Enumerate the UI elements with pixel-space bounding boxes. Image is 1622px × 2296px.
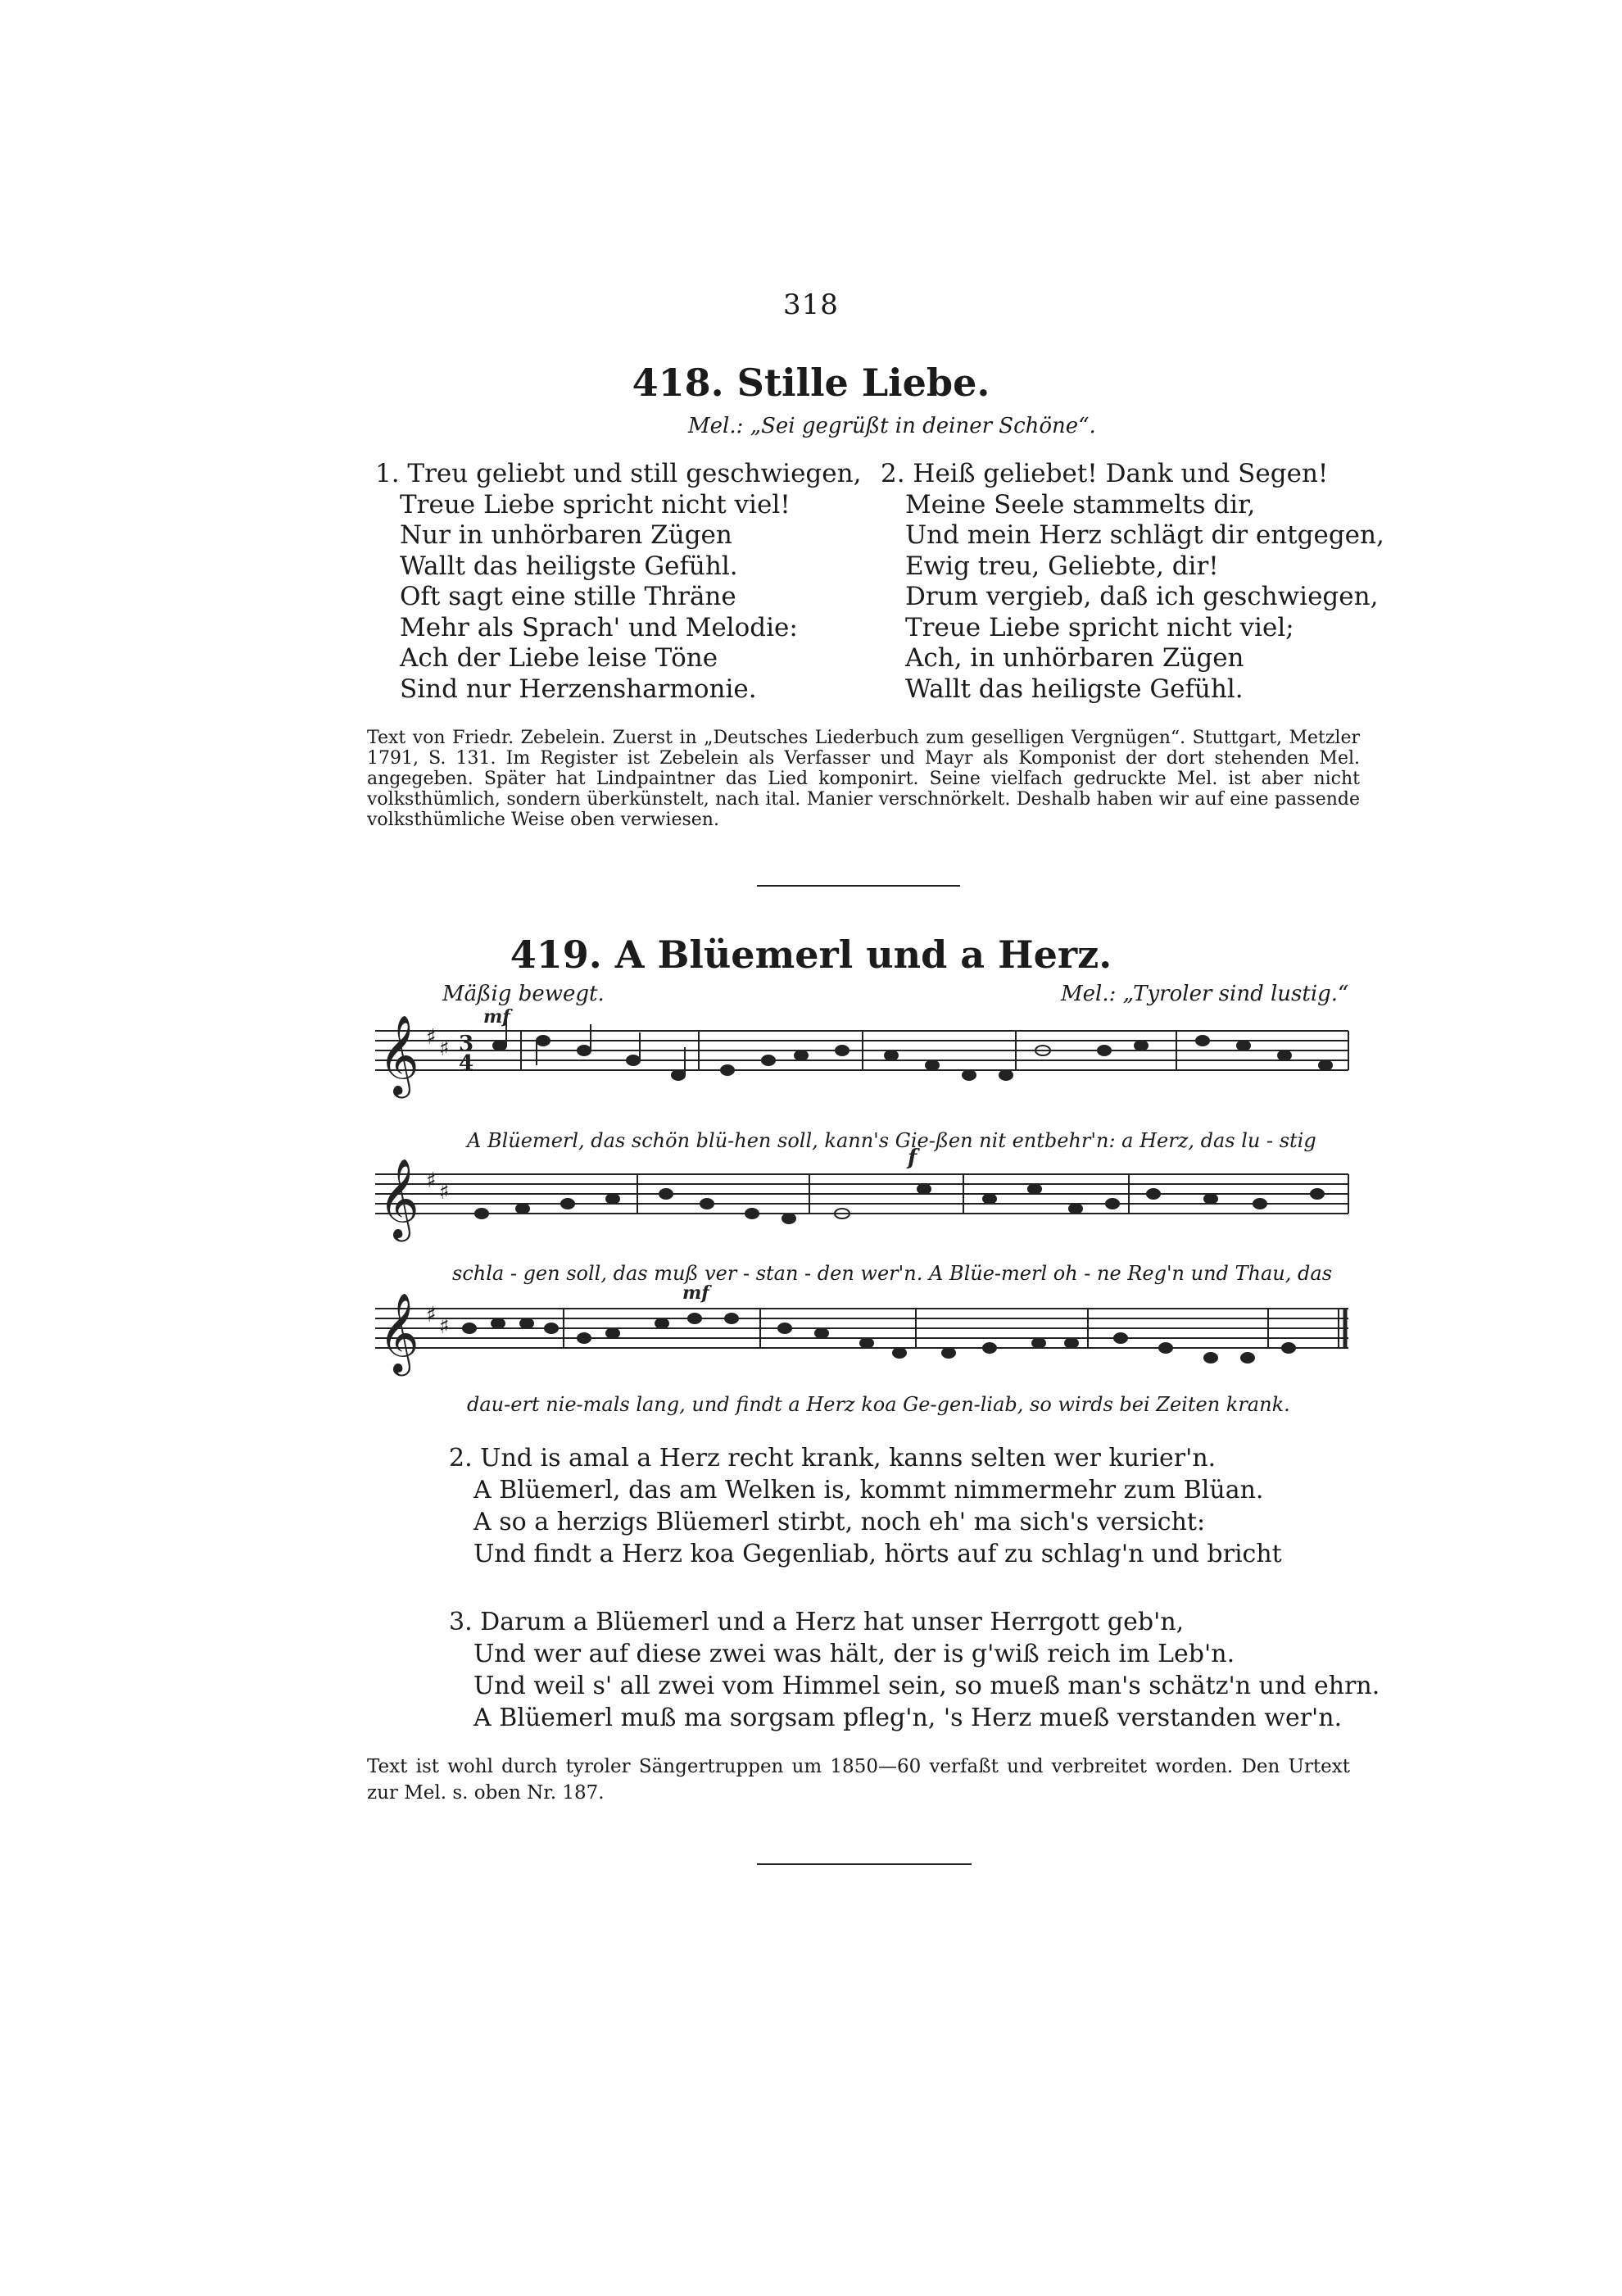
music-staff-1 [367, 1008, 1350, 1114]
key-signature: ♯ [426, 1303, 437, 1327]
stanza-line: A Blüemerl muß ma sorgsam pfleg'n, 's Herz mueß verstanden wer'n. [473, 1704, 1343, 1732]
lyric-line-2: schla - gen soll, das muß ver - stan - den wer'n. A Blüe-merl oh - ne Reg'n und Thau, das [452, 1262, 1333, 1285]
song-419-stanza-2 [449, 1442, 1282, 1570]
treble-clef: 𝄞 [378, 1014, 419, 1095]
lyric-line-3: dau-ert nie-mals lang, und findt a Herz koa Ge-gen-liab, so wirds bei Zeiten krank. [467, 1393, 1290, 1416]
section-divider [757, 885, 960, 887]
stanza-line: 3. Darum a Blüemerl und a Herz hat unser Herrgott geb'n, [449, 1608, 1185, 1636]
key-signature: ♯ [426, 1168, 437, 1193]
song-418-verse-1 [375, 459, 861, 705]
key-signature: ♯ [439, 1314, 450, 1339]
tempo-marking: Mäßig bewegt. [442, 982, 605, 1006]
time-signature-bottom: 4 [459, 1051, 474, 1076]
dynamic-marking: f [908, 1146, 917, 1170]
music-staff-2 [367, 1143, 1350, 1258]
verse-line: 2. Heiß geliebet! Dank und Segen! [881, 459, 1329, 488]
song-418-verse-2 [881, 459, 1384, 705]
treble-clef: 𝄞 [378, 1292, 419, 1373]
lyric-line-1: A Blüemerl, das schön blü-hen soll, kann's Gie-ßen nit entbehr'n: a Herz, das lu - stig [467, 1129, 1316, 1152]
verse-line: Meine Seele stammelts dir, [905, 489, 1256, 520]
song-419-title: 419. A Blüemerl und a Herz. [510, 932, 1112, 977]
verse-line: Ach, in unhörbaren Zügen [905, 643, 1244, 673]
verse-line: Sind nur Herzensharmonie. [400, 674, 757, 704]
key-signature: ♯ [426, 1025, 437, 1050]
verse-line: Ewig treu, Geliebte, dir! [905, 551, 1219, 581]
section-divider [757, 1863, 972, 1865]
song-418-title: 418. Stille Liebe. [632, 361, 990, 405]
song-419-stanza-3 [449, 1606, 1380, 1734]
verse-line: Wallt das heiligste Gefühl. [400, 551, 738, 581]
stanza-line: Und wer auf diese zwei was hält, der is g'wiß reich im Leb'n. [473, 1640, 1235, 1668]
verse-line: Treue Liebe spricht nicht viel; [905, 612, 1294, 642]
verse-line: Drum vergieb, daß ich geschwiegen, [905, 582, 1379, 611]
verse-line: Oft sagt eine stille Thräne [400, 582, 736, 611]
stanza-line: Und weil s' all zwei vom Himmel sein, so mueß man's schätz'n und ehrn. [473, 1672, 1380, 1700]
stanza-line: A so a herzigs Blüemerl stirbt, noch eh' ma sich's versicht: [473, 1508, 1206, 1536]
stanza-line: 2. Und is amal a Herz recht krank, kanns selten wer kurier'n. [449, 1444, 1216, 1472]
verse-line: 1. Treu geliebt und still geschwiegen, [375, 459, 862, 488]
page-number: 318 [783, 288, 839, 321]
verse-line: Mehr als Sprach' und Melodie: [400, 612, 798, 642]
music-staff-3 [367, 1282, 1350, 1389]
dynamic-marking: mf [682, 1282, 709, 1304]
key-signature: ♯ [439, 1180, 450, 1205]
song-419-editorial-note: Text ist wohl durch tyroler Sängertruppen um 1850—60 verfaßt und verbreitet worden. Den Urtext zur Mel. s. oben Nr. 187. [367, 1756, 1350, 1804]
treble-clef: 𝄞 [378, 1158, 419, 1238]
stanza-line: A Blüemerl, das am Welken is, kommt nimmermehr zum Blüan. [473, 1476, 1264, 1504]
verse-line: Nur in unhörbaren Zügen [400, 520, 732, 550]
dynamic-marking: mf [483, 1006, 510, 1028]
verse-line: Treue Liebe spricht nicht viel! [400, 489, 791, 520]
song-419-melody-reference: Mel.: „Tyroler sind lustig.“ [1061, 982, 1349, 1006]
stanza-line: Und findt a Herz koa Gegenliab, hörts auf zu schlag'n und bricht [473, 1540, 1282, 1568]
verse-line: Wallt das heiligste Gefühl. [905, 674, 1244, 704]
key-signature: ♯ [439, 1037, 450, 1061]
verse-line: Und mein Herz schlägt dir entgegen, [905, 520, 1384, 550]
song-418-melody-reference: Mel.: „Sei gegrüßt in deiner Schöne“. [688, 414, 1096, 438]
song-418-editorial-note: Text von Friedr. Zebelein. Zuerst in „Deutsches Liederbuch zum geselligen Vergnügen“. Stuttgart, Metzler 1791, S. 131. Im Register ist Zebelein als Verfasser und Mayr als Komponist der dort stehenden Mel. angegeben. Später hat Lindpaintner das Lied komponirt. Seine vielfach gedruckte Mel. ist aber nicht volksthümlich, sondern überkünstelt, nach ital. Manier verschnörkelt. Deshalb haben wir auf eine passende volksthümliche Weise oben verwiesen. [367, 728, 1360, 830]
verse-line: Ach der Liebe leise Töne [400, 643, 718, 673]
time-signature-top: 3 [459, 1032, 474, 1056]
